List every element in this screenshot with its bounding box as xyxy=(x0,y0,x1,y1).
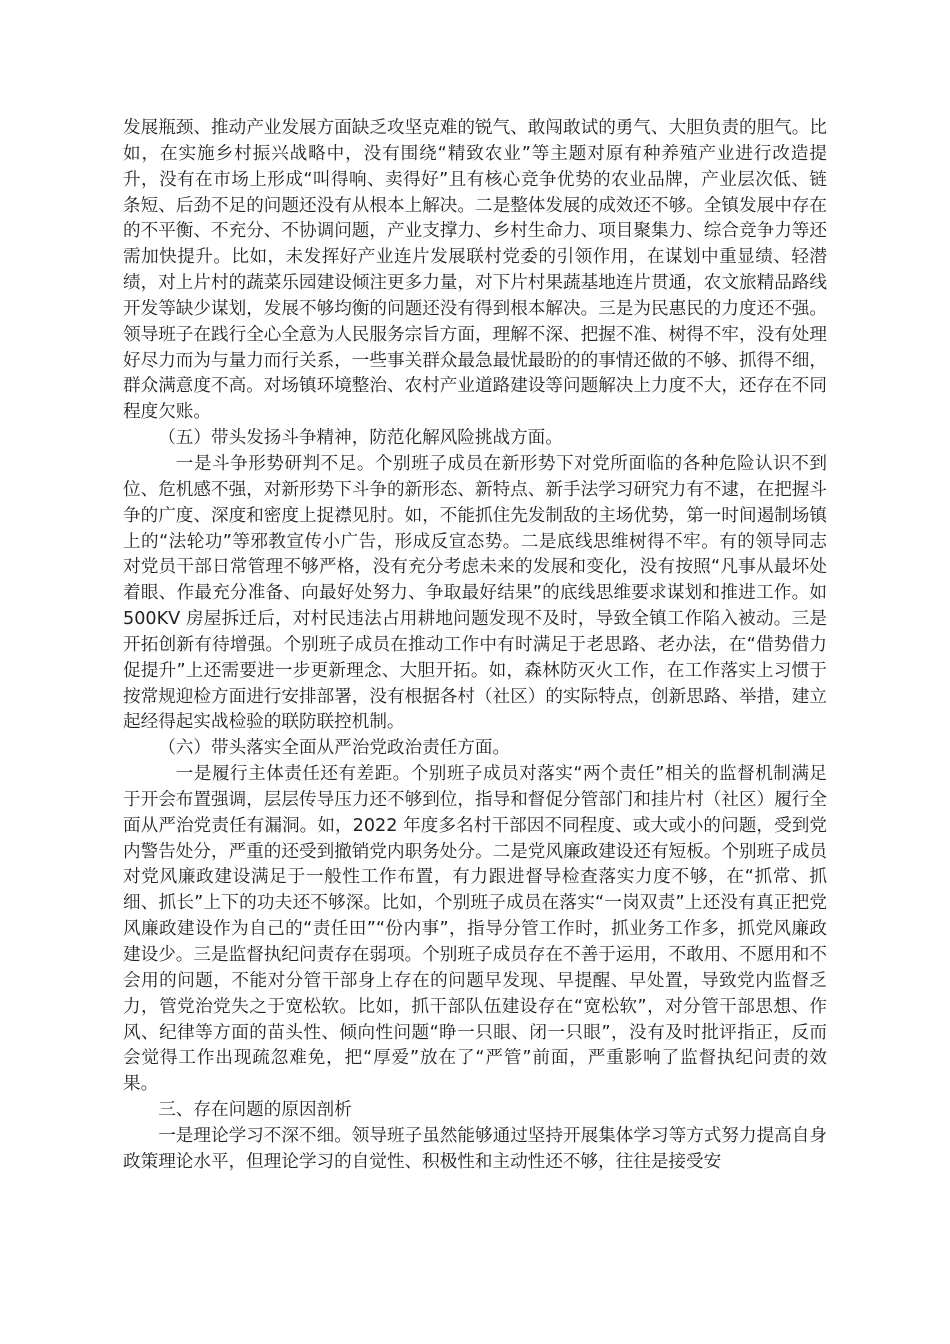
section-heading-5: （五）带头发扬斗争精神，防范化解风险挑战方面。 xyxy=(158,428,563,449)
paragraph-party-discipline: 一是履行主体责任还有差距。个别班子成员对落实“两个责任”相关的监督机制满足于开会布置强调，层层传导压力还不够到位，指导和督促分管部门和挂片村（社区）履行全面从严治党责任有漏洞。如，2022 年度多名村干部因不同程度、或大或小的问题，受到党内警告处分，严重的还受到撤销党内职务处分。二是党风廉政建设还有短板。个别班子成员对党风廉政建设满足于一般性工作布置，有力跟进督导检查落实力度不够，在“抓常、抓细、抓长”上下的功夫还不够深。比如，个别班子成员在落实“一岗双责”上还没有真正把党风廉政建设作为自己的“责任田”“份内事”，指导分管工作时，抓业务工作多，抓党风廉政建设少。三是监督执纪问责存在弱项。个别班子成员存在不善于运用，不敢用、不愿用和不会用的问题，不能对分管干部身上存在的问题早发现、早提醒、早处置，导致党内监督乏力，管党治党失之于宽松软。比如，抓干部队伍建设存在“宽松软”，对分管干部思想、作风、纪律等方面的苗头性、倾向性问题“睁一只眼、闭一只眼”，没有及时批评指正，反而会觉得工作出现疏忽难免，把“厚爱”放在了“严管”前面，严重影响了监督执纪问责的效果。 xyxy=(123,764,827,1095)
paragraph-theory-study: 一是理论学习不深不细。领导班子虽然能够通过坚持开展集体学习等方式努力提高自身政策理论水平，但理论学习的自觉性、积极性和主动性还不够，往往是接受安 xyxy=(123,1125,827,1172)
paragraph-struggle-spirit: 一是斗争形势研判不足。个别班子成员在新形势下对党所面临的各种危险认识不到位、危机感不强，对新形势下斗争的新形态、新特点、新手法学习研究力有不逮，在把握斗争的广度、深度和密度上捉襟见肘。如，不能抓住先发制敌的主场优势，第一时间遏制场镇上的“法轮功”等邪教宣传小广告，形成反宣态势。二是底线思维树得不牢。有的领导同志对党员干部日常管理不够严格，没有充分考虑未来的发展和变化，没有按照“凡事从最坏处着眼、作最充分准备、向最好处努力、争取最好结果”的底线思维要求谋划和推进工作。如 500KV 房屋拆迁后，对村民违法占用耕地问题发现不及时，导致全镇工作陷入被动。三是开拓创新有待增强。个别班子成员在推动工作中有时满足于老思路、老办法，在“借势借力促提升”上还需要进一步更新理念、大胆开拓。如，森林防灭火工作，在工作落实上习惯于按常规迎检方面进行安排部署，没有根据各村（社区）的实际特点，创新思路、举措，建立起经得起实战检验的联防联控机制。 xyxy=(123,453,827,733)
document-page xyxy=(123,116,827,1176)
section-heading-3-cause-analysis: 三、存在问题的原因剖析 xyxy=(158,1100,352,1121)
section-heading-6: （六）带头落实全面从严治党政治责任方面。 xyxy=(158,738,511,759)
paragraph-development-issues: 发展瓶颈、推动产业发展方面缺乏攻坚克难的锐气、敢闯敢试的勇气、大胆负责的胆气。比如，在实施乡村振兴战略中，没有围绕“精致农业”等主题对原有种养殖产业进行改造提升，没有在市场上形成“叫得响、卖得好”且有核心竞争优势的农业品牌，产业层次低、链条短、后劲不足的问题还没有从根本上解决。二是整体发展的成效还不够。全镇发展中存在的不平衡、不充分、不协调问题，产业支撑力、乡村生命力、项目聚集力、综合竞争力等还需加快提升。比如，未发挥好产业连片发展联村党委的引领作用，在谋划中重显绩、轻潜绩，对上片村的蔬菜乐园建设倾注更多力量，对下片村果蔬基地连片贯通，农文旅精品路线开发等缺少谋划，发展不够均衡的问题还没有得到根本解决。三是为民惠民的力度还不强。领导班子在践行全心全意为人民服务宗旨方面，理解不深、把握不准、树得不牢，没有处理好尽力而为与量力而行关系，一些事关群众最急最忧最盼的的事情还做的不够、抓得不细，群众满意度不高。对场镇环境整治、农村产业道路建设等问题解决上力度不大，还存在不同程度欠账。 xyxy=(123,118,827,423)
